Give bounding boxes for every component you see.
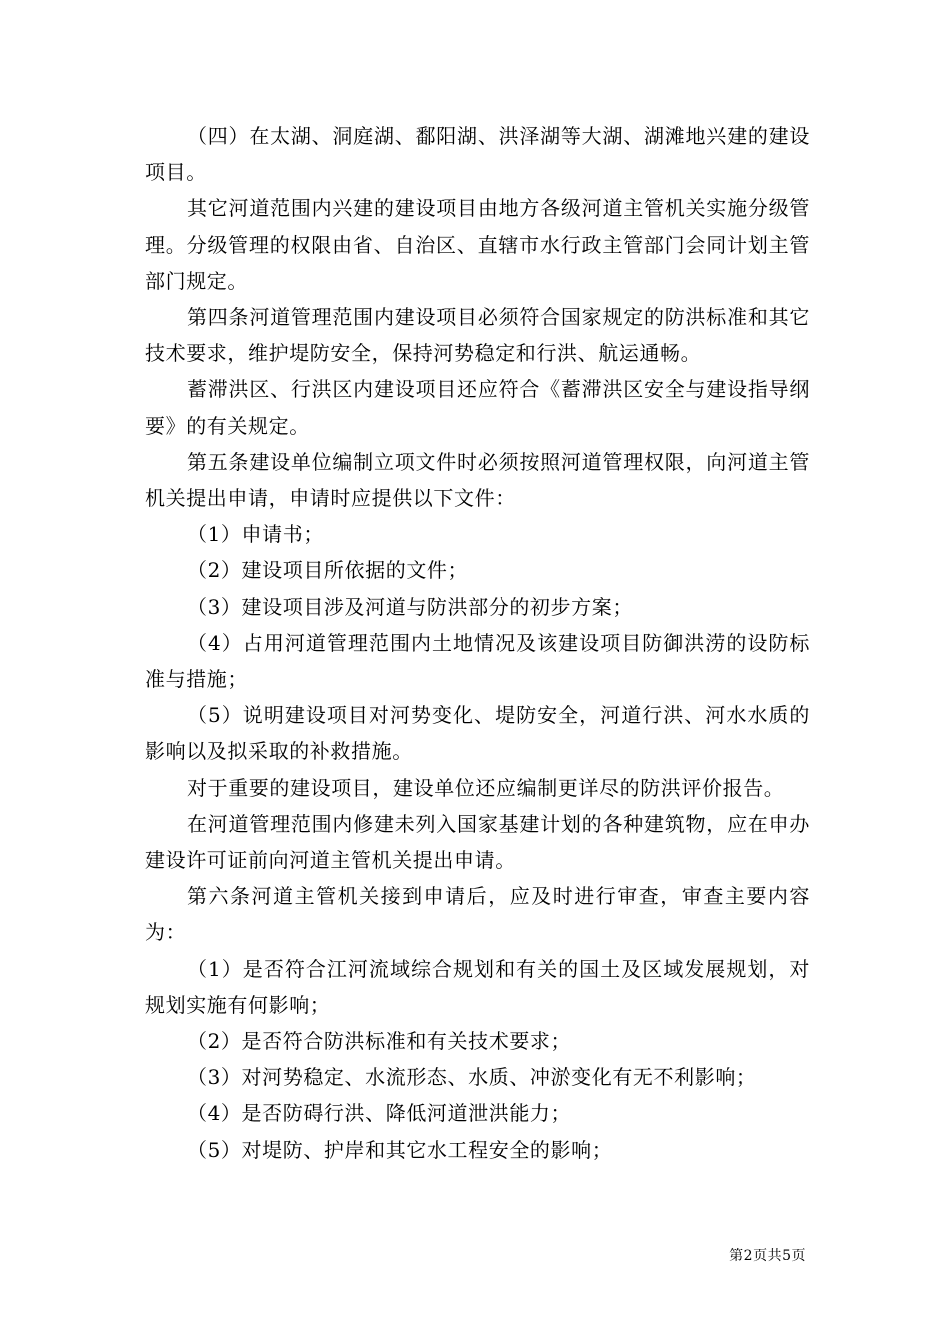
paragraph: （四）在太湖、洞庭湖、鄱阳湖、洪泽湖等大湖、湖滩地兴建的建设项目。: [145, 124, 810, 185]
list-item: （5）对堤防、护岸和其它水工程安全的影响；: [187, 1137, 613, 1162]
paragraph: 其它河道范围内兴建的建设项目由地方各级河道主管机关实施分级管理。分级管理的权限由省、自治区、直辖市水行政主管部门会同计划主管部门规定。: [145, 196, 810, 293]
paragraph: 第五条建设单位编制立项文件时必须按照河道管理权限，向河道主管机关提出申请，申请时应提供以下文件：: [145, 449, 810, 511]
paragraph: 第四条河道管理范围内建设项目必须符合国家规定的防洪标准和其它技术要求，维护堤防安全，保持河势稳定和行洪、航运通畅。: [145, 305, 810, 366]
list-item: （2）建设项目所依据的文件；: [187, 558, 469, 583]
list-item: （4）是否防碍行洪、降低河道泄洪能力；: [187, 1101, 572, 1126]
list-item: （1）是否符合江河流域综合规划和有关的国土及区域发展规划，对规划实施有何影响；: [145, 956, 810, 1017]
list-item: （4）占用河道管理范围内土地情况及该建设项目防御洪涝的设防标准与措施；: [145, 630, 810, 692]
list-item: （1）申请书；: [187, 522, 324, 547]
page-number: 第2页共5页: [729, 1248, 806, 1264]
paragraph: 对于重要的建设项目，建设单位还应编制更详尽的防洪评价报告。: [187, 775, 785, 800]
paragraph: 蓄滞洪区、行洪区内建设项目还应符合《蓄滞洪区安全与建设指导纲要》的有关规定。: [145, 377, 810, 438]
list-item: （5）说明建设项目对河势变化、堤防安全，河道行洪、河水水质的影响以及拟采取的补救措施。: [145, 703, 810, 764]
list-item: （2）是否符合防洪标准和有关技术要求；: [187, 1029, 572, 1054]
list-item: （3）建设项目涉及河道与防洪部分的初步方案；: [187, 594, 633, 619]
document-body: [145, 118, 810, 1168]
list-item: （3）对河势稳定、水流形态、水质、冲淤变化有无不利影响；: [187, 1065, 757, 1090]
paragraph: 在河道管理范围内修建未列入国家基建计划的各种建筑物，应在申办建设许可证前向河道主管机关提出申请。: [145, 811, 810, 873]
paragraph: 第六条河道主管机关接到申请后，应及时进行审查，审查主要内容为：: [145, 884, 810, 945]
